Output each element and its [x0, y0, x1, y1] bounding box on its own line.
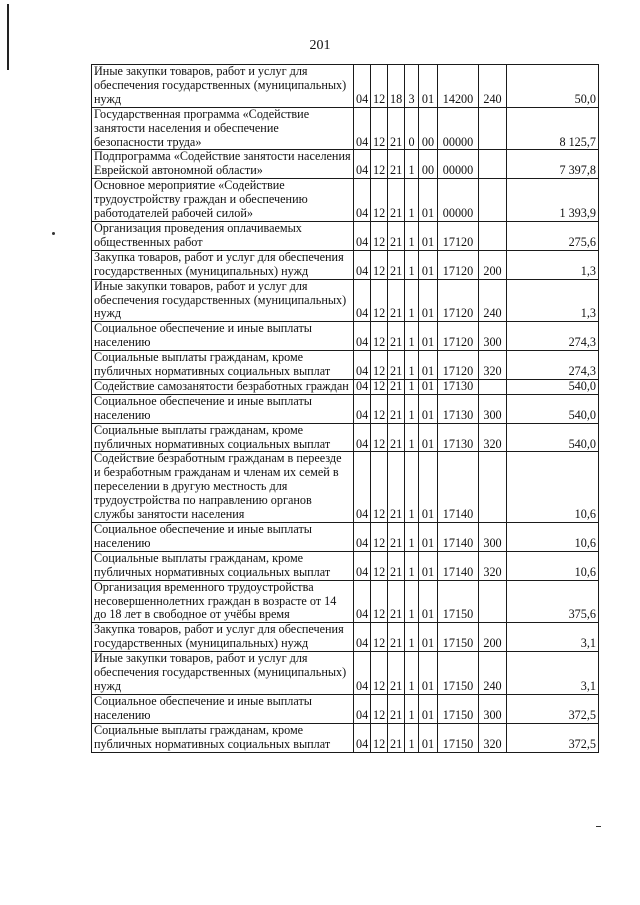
- subsection-code: 12: [371, 250, 388, 279]
- section-code: 04: [354, 723, 371, 752]
- item-name: Иные закупки товаров, работ и услуг для обеспечения государственных (муниципальных) нужд: [92, 279, 354, 322]
- amount: 375,6: [507, 580, 599, 623]
- activity-code: 01: [419, 351, 438, 380]
- section-code: 04: [354, 322, 371, 351]
- activity-code: 00: [419, 150, 438, 179]
- table-row: [92, 452, 599, 523]
- amount: 10,6: [507, 523, 599, 552]
- activity-code: 01: [419, 652, 438, 695]
- item-name: Иные закупки товаров, работ и услуг для обеспечения государственных (муниципальных) нужд: [92, 652, 354, 695]
- section-code: 04: [354, 580, 371, 623]
- item-name: Закупка товаров, работ и услуг для обеспечения государственных (муниципальных) нужд: [92, 250, 354, 279]
- item-name: Социальное обеспечение и иные выплаты населению: [92, 694, 354, 723]
- expense-type-code: [479, 179, 507, 222]
- subprogram-code: 1: [405, 394, 419, 423]
- section-code: 04: [354, 694, 371, 723]
- program-code: 21: [388, 652, 405, 695]
- subsection-code: 12: [371, 623, 388, 652]
- program-code: 21: [388, 150, 405, 179]
- direction-code: 17150: [438, 723, 479, 752]
- section-code: 04: [354, 221, 371, 250]
- subprogram-code: 1: [405, 379, 419, 394]
- program-code: 21: [388, 723, 405, 752]
- item-name: Организация временного трудоустройства несовершеннолетних граждан в возрасте от 14 до 18 лет в свободное от учёбы время: [92, 580, 354, 623]
- table-row: [92, 250, 599, 279]
- activity-code: 01: [419, 723, 438, 752]
- item-name: Социальные выплаты гражданам, кроме публичных нормативных социальных выплат: [92, 423, 354, 452]
- program-code: 21: [388, 250, 405, 279]
- subprogram-code: 1: [405, 250, 419, 279]
- direction-code: 17130: [438, 379, 479, 394]
- section-code: 04: [354, 279, 371, 322]
- amount: 540,0: [507, 423, 599, 452]
- item-name: Социальное обеспечение и иные выплаты населению: [92, 394, 354, 423]
- expense-type-code: [479, 107, 507, 150]
- table-row: [92, 351, 599, 380]
- activity-code: 01: [419, 580, 438, 623]
- table-row: [92, 652, 599, 695]
- program-code: 21: [388, 580, 405, 623]
- direction-code: 14200: [438, 65, 479, 108]
- table-row: [92, 394, 599, 423]
- section-code: 04: [354, 351, 371, 380]
- item-name: Основное мероприятие «Содействие трудоустройству граждан и обеспечению работодателей рабочей силой»: [92, 179, 354, 222]
- direction-code: 00000: [438, 150, 479, 179]
- activity-code: 01: [419, 394, 438, 423]
- table-row: [92, 580, 599, 623]
- subsection-code: 12: [371, 523, 388, 552]
- subprogram-code: 1: [405, 723, 419, 752]
- subprogram-code: 1: [405, 279, 419, 322]
- item-name: Государственная программа «Содействие занятости населения и обеспечение безопасности труда»: [92, 107, 354, 150]
- activity-code: 01: [419, 179, 438, 222]
- subsection-code: 12: [371, 580, 388, 623]
- direction-code: 17120: [438, 250, 479, 279]
- amount: 372,5: [507, 694, 599, 723]
- expense-type-code: 320: [479, 551, 507, 580]
- table-row: [92, 279, 599, 322]
- direction-code: 17130: [438, 394, 479, 423]
- subprogram-code: 1: [405, 551, 419, 580]
- direction-code: 17140: [438, 452, 479, 523]
- subprogram-code: 1: [405, 523, 419, 552]
- subprogram-code: 1: [405, 150, 419, 179]
- expense-type-code: [479, 452, 507, 523]
- activity-code: 01: [419, 551, 438, 580]
- subprogram-code: 1: [405, 423, 419, 452]
- subprogram-code: 1: [405, 623, 419, 652]
- activity-code: 01: [419, 65, 438, 108]
- activity-code: 01: [419, 694, 438, 723]
- item-name: Социальные выплаты гражданам, кроме публичных нормативных социальных выплат: [92, 723, 354, 752]
- subsection-code: 12: [371, 379, 388, 394]
- item-name: Содействие самозанятости безработных граждан: [92, 379, 354, 394]
- section-code: 04: [354, 179, 371, 222]
- program-code: 21: [388, 107, 405, 150]
- activity-code: 01: [419, 423, 438, 452]
- program-code: 21: [388, 694, 405, 723]
- subsection-code: 12: [371, 179, 388, 222]
- subprogram-code: 1: [405, 452, 419, 523]
- section-code: 04: [354, 623, 371, 652]
- subsection-code: 12: [371, 150, 388, 179]
- section-code: 04: [354, 107, 371, 150]
- page-number: 201: [309, 38, 331, 53]
- activity-code: 01: [419, 523, 438, 552]
- section-code: 04: [354, 551, 371, 580]
- expense-type-code: 320: [479, 423, 507, 452]
- activity-code: 01: [419, 322, 438, 351]
- subsection-code: 12: [371, 694, 388, 723]
- subsection-code: 12: [371, 279, 388, 322]
- program-code: 21: [388, 551, 405, 580]
- section-code: 04: [354, 452, 371, 523]
- subprogram-code: 1: [405, 694, 419, 723]
- subprogram-code: 1: [405, 580, 419, 623]
- program-code: 21: [388, 279, 405, 322]
- table-row: [92, 523, 599, 552]
- program-code: 21: [388, 221, 405, 250]
- table-row: [92, 723, 599, 752]
- direction-code: 17120: [438, 279, 479, 322]
- table-row: [92, 107, 599, 150]
- direction-code: 17140: [438, 551, 479, 580]
- table-row: [92, 694, 599, 723]
- program-code: 21: [388, 423, 405, 452]
- edge-tick-mark: [596, 826, 601, 827]
- subprogram-code: 1: [405, 221, 419, 250]
- budget-table: [91, 64, 599, 753]
- expense-type-code: 200: [479, 250, 507, 279]
- amount: 540,0: [507, 394, 599, 423]
- item-name: Иные закупки товаров, работ и услуг для обеспечения государственных (муниципальных) нужд: [92, 65, 354, 108]
- direction-code: 00000: [438, 107, 479, 150]
- direction-code: 17150: [438, 694, 479, 723]
- activity-code: 01: [419, 452, 438, 523]
- program-code: 21: [388, 379, 405, 394]
- section-code: 04: [354, 150, 371, 179]
- direction-code: 17150: [438, 652, 479, 695]
- section-code: 04: [354, 65, 371, 108]
- direction-code: 17150: [438, 580, 479, 623]
- program-code: 21: [388, 452, 405, 523]
- direction-code: 17130: [438, 423, 479, 452]
- expense-type-code: 300: [479, 523, 507, 552]
- section-code: 04: [354, 379, 371, 394]
- expense-type-code: 240: [479, 279, 507, 322]
- activity-code: 01: [419, 221, 438, 250]
- table-body: [92, 65, 599, 753]
- table-row: [92, 322, 599, 351]
- item-name: Содействие безработным гражданам в переезде и безработным гражданам и членам их семей в переселении в другую местность для трудоустройства по направлению органов службы занятости населения: [92, 452, 354, 523]
- direction-code: 17150: [438, 623, 479, 652]
- table-row: [92, 379, 599, 394]
- amount: 1,3: [507, 279, 599, 322]
- subsection-code: 12: [371, 423, 388, 452]
- amount: 10,6: [507, 551, 599, 580]
- expense-type-code: 240: [479, 652, 507, 695]
- expense-type-code: 200: [479, 623, 507, 652]
- subsection-code: 12: [371, 394, 388, 423]
- amount: 372,5: [507, 723, 599, 752]
- amount: 10,6: [507, 452, 599, 523]
- margin-line: [7, 4, 9, 70]
- program-code: 18: [388, 65, 405, 108]
- item-name: Социальные выплаты гражданам, кроме публичных нормативных социальных выплат: [92, 551, 354, 580]
- program-code: 21: [388, 322, 405, 351]
- amount: 3,1: [507, 652, 599, 695]
- amount: 274,3: [507, 351, 599, 380]
- expense-type-code: 300: [479, 394, 507, 423]
- program-code: 21: [388, 179, 405, 222]
- subprogram-code: 3: [405, 65, 419, 108]
- item-name: Закупка товаров, работ и услуг для обеспечения государственных (муниципальных) нужд: [92, 623, 354, 652]
- activity-code: 01: [419, 379, 438, 394]
- activity-code: 01: [419, 623, 438, 652]
- item-name: Подпрограмма «Содействие занятости населения Еврейской автономной области»: [92, 150, 354, 179]
- expense-type-code: 300: [479, 694, 507, 723]
- expense-type-code: [479, 150, 507, 179]
- table-row: [92, 150, 599, 179]
- direction-code: 00000: [438, 179, 479, 222]
- subsection-code: 12: [371, 65, 388, 108]
- subprogram-code: 1: [405, 652, 419, 695]
- subsection-code: 12: [371, 351, 388, 380]
- item-name: Социальное обеспечение и иные выплаты населению: [92, 322, 354, 351]
- subsection-code: 12: [371, 652, 388, 695]
- program-code: 21: [388, 623, 405, 652]
- section-code: 04: [354, 523, 371, 552]
- amount: 1,3: [507, 250, 599, 279]
- expense-type-code: 320: [479, 351, 507, 380]
- program-code: 21: [388, 351, 405, 380]
- subsection-code: 12: [371, 322, 388, 351]
- amount: 50,0: [507, 65, 599, 108]
- direction-code: 17120: [438, 322, 479, 351]
- subprogram-code: 0: [405, 107, 419, 150]
- item-name: Организация проведения оплачиваемых общественных работ: [92, 221, 354, 250]
- section-code: 04: [354, 652, 371, 695]
- amount: 275,6: [507, 221, 599, 250]
- amount: 3,1: [507, 623, 599, 652]
- expense-type-code: [479, 221, 507, 250]
- expense-type-code: 300: [479, 322, 507, 351]
- direction-code: 17120: [438, 351, 479, 380]
- expense-type-code: [479, 580, 507, 623]
- scan-dot: [52, 232, 55, 235]
- item-name: Социальное обеспечение и иные выплаты населению: [92, 523, 354, 552]
- table-row: [92, 623, 599, 652]
- subsection-code: 12: [371, 452, 388, 523]
- amount: 8 125,7: [507, 107, 599, 150]
- activity-code: 01: [419, 250, 438, 279]
- amount: 274,3: [507, 322, 599, 351]
- table-row: [92, 221, 599, 250]
- section-code: 04: [354, 394, 371, 423]
- table-row: [92, 65, 599, 108]
- table-row: [92, 551, 599, 580]
- expense-type-code: [479, 379, 507, 394]
- subsection-code: 12: [371, 723, 388, 752]
- subsection-code: 12: [371, 107, 388, 150]
- subsection-code: 12: [371, 221, 388, 250]
- table-row: [92, 423, 599, 452]
- subsection-code: 12: [371, 551, 388, 580]
- direction-code: 17120: [438, 221, 479, 250]
- amount: 7 397,8: [507, 150, 599, 179]
- program-code: 21: [388, 523, 405, 552]
- subprogram-code: 1: [405, 351, 419, 380]
- subprogram-code: 1: [405, 179, 419, 222]
- subprogram-code: 1: [405, 322, 419, 351]
- item-name: Социальные выплаты гражданам, кроме публичных нормативных социальных выплат: [92, 351, 354, 380]
- section-code: 04: [354, 250, 371, 279]
- program-code: 21: [388, 394, 405, 423]
- activity-code: 00: [419, 107, 438, 150]
- expense-type-code: 240: [479, 65, 507, 108]
- table-row: [92, 179, 599, 222]
- expense-type-code: 320: [479, 723, 507, 752]
- direction-code: 17140: [438, 523, 479, 552]
- amount: 540,0: [507, 379, 599, 394]
- activity-code: 01: [419, 279, 438, 322]
- amount: 1 393,9: [507, 179, 599, 222]
- section-code: 04: [354, 423, 371, 452]
